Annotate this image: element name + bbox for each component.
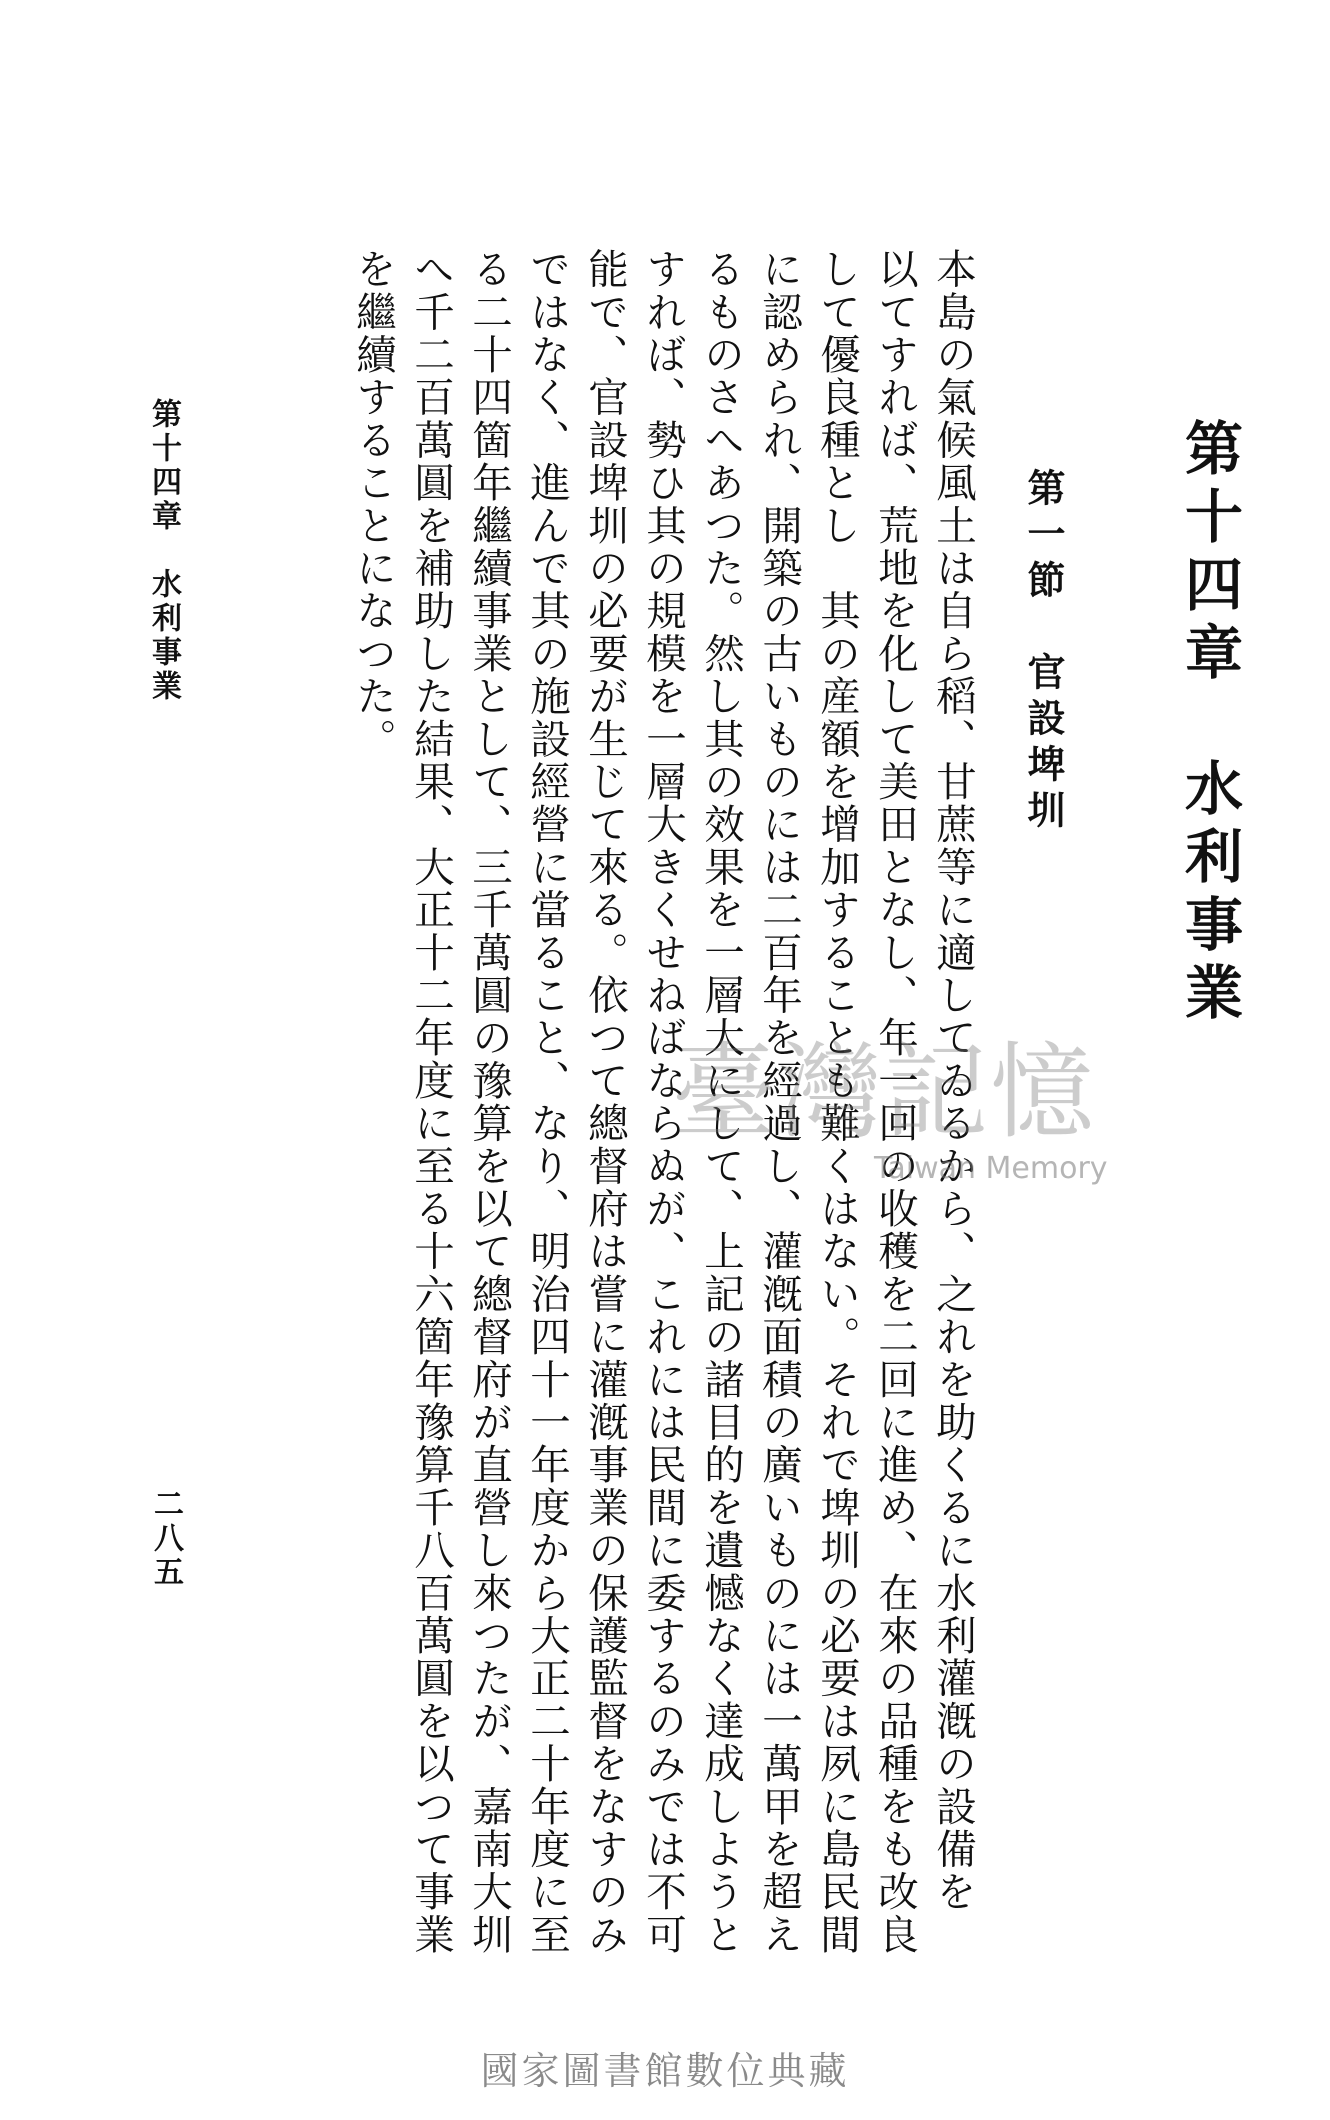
body-line: 以てすれば、荒地を化して美田となし、年一回の收穫を二回に進め、在來の品種をも改良	[871, 248, 919, 1956]
running-head: 第十四章 水利事業	[146, 398, 181, 704]
watermark-logo: 臺灣記憶	[672, 1031, 1097, 1153]
body-line: すれば、勢ひ其の規模を一層大きくせねばならぬが、これには民間に委するのみでは不可	[639, 248, 687, 1956]
body-line: に認められ、開築の古いものには二百年を經過し、灌漑面積の廣いものには一萬甲を超え	[755, 248, 803, 1956]
body-line: るものさへあつた。然し其の效果を一層大にして、上記の諸目的を遺憾なく達成しようと	[697, 248, 745, 1956]
body-line: ではなく、進んで其の施設經營に當ること、なり、明治四十一年度から大正二十年度に至	[523, 248, 571, 1956]
chapter-title: 第十四章 水利事業	[1175, 418, 1243, 1030]
page-number: 二八五	[148, 1488, 183, 1590]
body-line: 能で、官設埤圳の必要が生じて來る。依つて總督府は嘗に灌漑事業の保護監督をなすのみ	[581, 248, 629, 1956]
body-line: して優良種とし 其の産額を增加することも難くはない。それで埤圳の必要は夙に島民間	[813, 248, 861, 1956]
body-line: 本島の氣候風土は自ら稻、甘蔗等に適してゐるから、之れを助くるに水利灌漑の設備を	[929, 248, 977, 1914]
footer-credit: 國家圖書館數位典藏	[480, 2049, 850, 2093]
body-line: を繼續することになつた。	[349, 248, 397, 761]
section-title: 第一節 官設埤圳	[1021, 468, 1066, 836]
body-line: る二十四箇年繼續事業として、三千萬圓の豫算を以て總督府が直營し來つたが、嘉南大圳	[465, 248, 513, 1956]
watermark-subtitle: Taiwan Memory	[874, 1151, 1108, 1186]
body-line: へ千二百萬圓を補助した結果、大正十二年度に至る十六箇年豫算千八百萬圓を以つて事業	[407, 248, 455, 1956]
